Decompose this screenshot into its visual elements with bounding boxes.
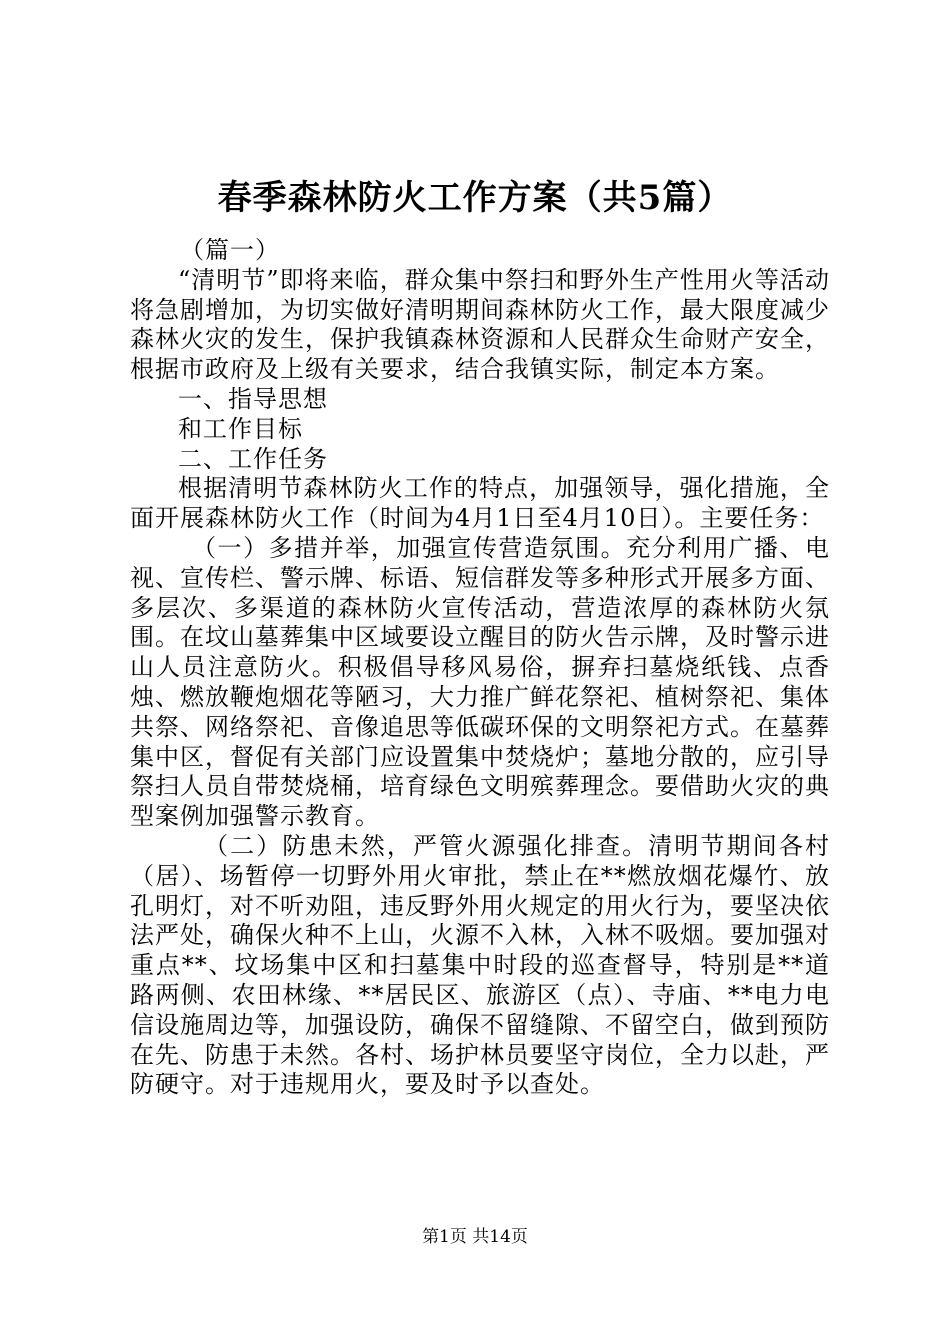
heading-work-goals: 和工作目标 [178, 414, 303, 443]
task-two-paragraph: （二）防患未然，严管火源强化排查。清明节期间各村（居）、场暂停一切野外用火审批，禁止在**燃放烟花爆竹、放孔明灯，对不听劝阻，违反野外用火规定的用火行为，要坚决依法严处，确保火种不上山，火源不入林，入林不吸烟。要加强对重点**、坟场集中区和扫墓集中时段的巡查督导，特别是**道路两侧、农田林缘、**居民区、旅游区（点）、寺庙、**电力电信设施周边等，加强设防，确保不留缝隙、不留空白，做到预防在先、防患于未然。各村、场护林员要坚守岗位，全力以赴，严防硬守。对于违规用火，要及时予以查处。 [130, 831, 830, 1099]
intro-paragraph: “清明节”即将来临，群众集中祭扫和野外生产性用火等活动将急剧增加，为切实做好清明期间森林防火工作，最大限度减少森林火灾的发生，保护我镇森林资源和人民群众生命财产安全，根据市政府及上级有关要求，结合我镇实际，制定本方案。 [130, 265, 830, 384]
page-number-footer: 第1页 共14页 [422, 1227, 528, 1247]
heading-work-tasks: 二、工作任务 [178, 444, 328, 473]
heading-guiding-ideology: 一、指导思想 [178, 384, 328, 413]
tasks-intro-paragraph: 根据清明节森林防火工作的特点，加强领导，强化措施，全面开展森林防火工作（时间为4月1日至4月10日）。主要任务： [130, 474, 830, 533]
document-title: 春季森林防火工作方案（共5篇） [217, 178, 733, 218]
document-body [130, 236, 830, 1100]
task-one-paragraph: （一）多措并举，加强宣传营造氛围。充分利用广播、电视、宣传栏、警示牌、标语、短信群发等多种形式开展多方面、多层次、多渠道的森林防火宣传活动，营造浓厚的森林防火氛围。在坟山墓葬集中区域要设立醒目的防火告示牌，及时警示进山人员注意防火。积极倡导移风易俗，摒弃扫墓烧纸钱、点香烛、燃放鞭炮烟花等陋习，大力推广鲜花祭祀、植树祭祀、集体共祭、网络祭祀、音像追思等低碳环保的文明祭祀方式。在墓葬集中区，督促有关部门应设置集中焚烧炉；墓地分散的，应引导祭扫人员自带焚烧桶，培育绿色文明殡葬理念。要借助火灾的典型案例加强警示教育。 [130, 533, 830, 831]
section-label: （篇一） [180, 236, 280, 264]
